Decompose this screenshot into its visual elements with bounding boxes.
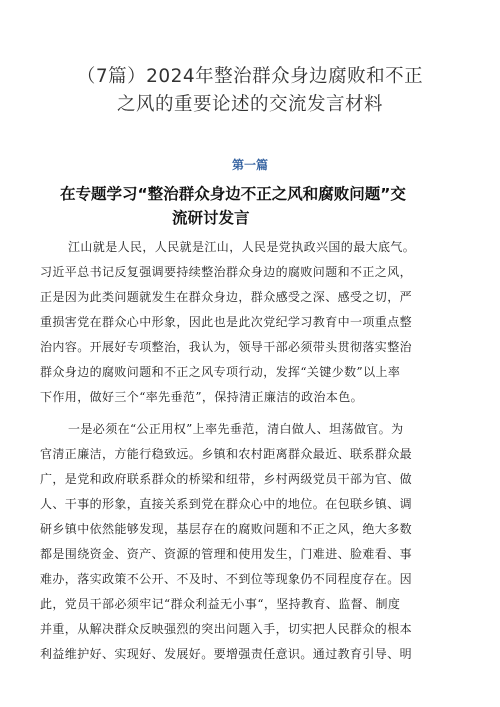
paragraph-1-line: 习近平总书记反复强调要持续整治群众身边的腐败问题和不正之风， <box>40 265 413 279</box>
paragraph-2-line: 官清正廉洁，方能行稳致远。乡镇和农村距离群众最近、联系群众最 <box>40 447 413 461</box>
paragraph-1-line: 正是因为此类问题就发生在群众身边，群众感受之深、感受之切，严 <box>40 290 413 304</box>
section-label: 第一篇 <box>231 158 268 172</box>
paragraph-2-line: 人、干事的形象，直接关系到党在群众心中的地位。在包联乡镇、调 <box>40 497 413 511</box>
paragraph-1-line: 治内容。开展好专项整治，我认为，领导干部必须带头贯彻落实整治 <box>40 340 413 354</box>
paragraph-2-line: 广，是党和政府联系群众的桥梁和纽带，乡村两级党员干部为官、做 <box>40 472 413 486</box>
paragraph-2-line: 利益维护好、实现好、发展好。要增强责任意识。通过教育引导、明 <box>40 647 413 661</box>
paragraph-1-line: 重损害党在群众心中形象，因此也是此次党纪学习教育中一项重点整 <box>40 315 413 329</box>
paragraph-2-line: 研乡镇中依然能够发现，基层存在的腐败问题和不正之风，绝大多数 <box>40 522 413 536</box>
document-title-line-1: （7篇）2024年整治群众身边腐败和不正 <box>76 66 424 87</box>
subtitle-line-2: 流研讨发言 <box>172 209 250 227</box>
paragraph-1-line: 下作用，做好三个“率先垂范”，保持清正廉洁的政治本色。 <box>40 390 364 404</box>
subtitle-line-1: 在专题学习“整治群众身边不正之风和腐败问题”交 <box>60 185 406 203</box>
paragraph-2-line: 一是必须在“公正用权”上率先垂范，清白做人、坦荡做官。为 <box>68 422 404 436</box>
paragraph-1-line: 群众身边的腐败问题和不正之风专项行动，发挥“关键少数”以上率 <box>40 365 401 379</box>
paragraph-2-line: 此，党员干部必须牢记“群众利益无小事“，坚持教育、监督、制度 <box>40 597 401 611</box>
paragraph-2-line: 并重，从解决群众反映强烈的突出问题入手，切实把人民群众的根本 <box>40 622 413 636</box>
document-title-line-2: 之风的重要论述的交流发言材料 <box>116 94 383 115</box>
paragraph-2-line: 都是围绕资金、资产、资源的管理和使用发生，门难进、脸难看、事 <box>40 547 413 561</box>
paragraph-2-line: 难办，落实政策不公开、不及时、不到位等现象仍不同程度存在。因 <box>40 572 413 586</box>
paragraph-1-line: 江山就是人民，人民就是江山，人民是党执政兴国的最大底气。 <box>68 240 416 254</box>
